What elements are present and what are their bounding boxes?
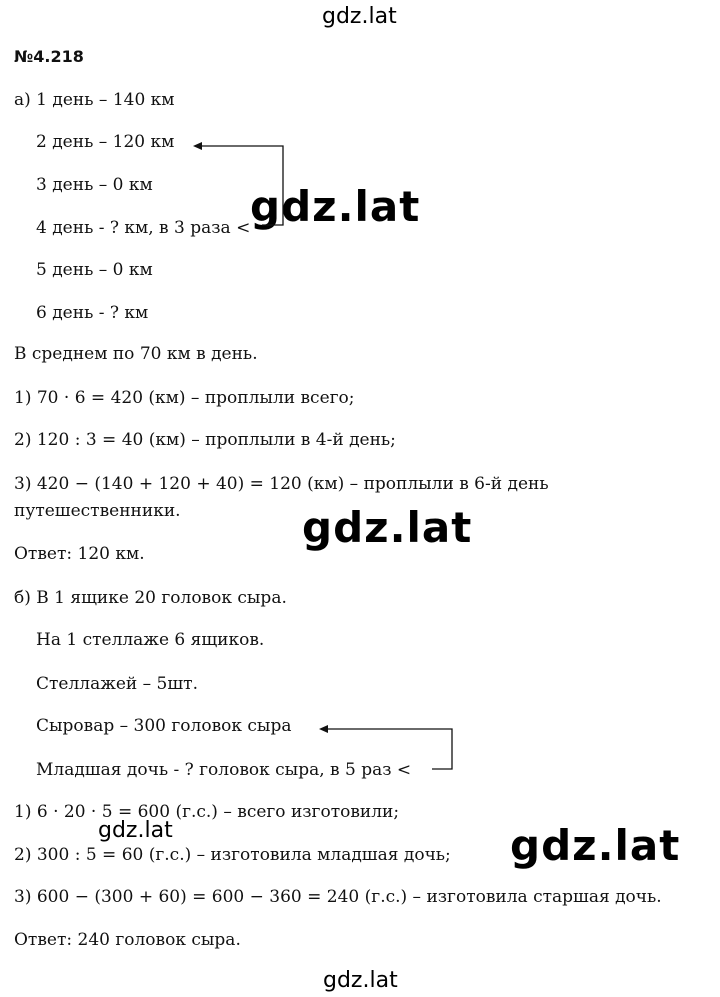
part-a-line-1: а) 1 день – 140 км bbox=[14, 90, 175, 110]
part-a-line-4: 4 день - ? км, в 3 раза < bbox=[36, 218, 251, 238]
part-b-step-2: 2) 300 : 5 = 60 (г.с.) – изготовила младшая дочь; bbox=[14, 845, 451, 865]
part-b-step-3: 3) 600 − (300 + 60) = 600 − 360 = 240 (г.с.) – изготовила старшая дочь. bbox=[14, 887, 662, 907]
part-a-line-6: 6 день - ? км bbox=[36, 303, 149, 323]
part-b-line-1: б) В 1 ящике 20 головок сыра. bbox=[14, 588, 287, 608]
watermark-large-3: gdz.lat bbox=[510, 821, 681, 870]
part-a-step-1: 1) 70 · 6 = 420 (км) – проплыли всего; bbox=[14, 388, 355, 408]
part-a-line-5: 5 день – 0 км bbox=[36, 260, 153, 280]
watermark-large-2: gdz.lat bbox=[302, 503, 473, 552]
part-b-line-5: Младшая дочь - ? головок сыра, в 5 раз < bbox=[36, 760, 412, 780]
part-b-line-3: Стеллажей – 5шт. bbox=[36, 674, 198, 694]
part-b-line-4: Сыровар – 300 головок сыра bbox=[36, 716, 292, 736]
part-a-step-3: 3) 420 − (140 + 120 + 40) = 120 (км) – проплыли в 6-й день bbox=[14, 474, 549, 494]
part-a-average: В среднем по 70 км в день. bbox=[14, 344, 258, 364]
part-a-step-2: 2) 120 : 3 = 40 (км) – проплыли в 4-й день; bbox=[14, 430, 396, 450]
watermark-large-1: gdz.lat bbox=[250, 182, 421, 231]
part-b-step-1: 1) 6 · 20 · 5 = 600 (г.с.) – всего изготовили; bbox=[14, 802, 400, 822]
part-a-line-2: 2 день – 120 км bbox=[36, 132, 175, 152]
part-a-line-3: 3 день – 0 км bbox=[36, 175, 153, 195]
watermark-small-lower: gdz.lat bbox=[98, 818, 173, 843]
part-b-answer: Ответ: 240 головок сыра. bbox=[14, 930, 241, 950]
part-a-step-3-cont: путешественники. bbox=[14, 501, 181, 521]
part-b-line-2: На 1 стеллаже 6 ящиков. bbox=[36, 630, 265, 650]
watermark-bottom: gdz.lat bbox=[323, 968, 398, 993]
part-a-answer: Ответ: 120 км. bbox=[14, 544, 145, 564]
problem-number: №4.218 bbox=[14, 47, 84, 66]
watermark-top: gdz.lat bbox=[322, 4, 397, 29]
